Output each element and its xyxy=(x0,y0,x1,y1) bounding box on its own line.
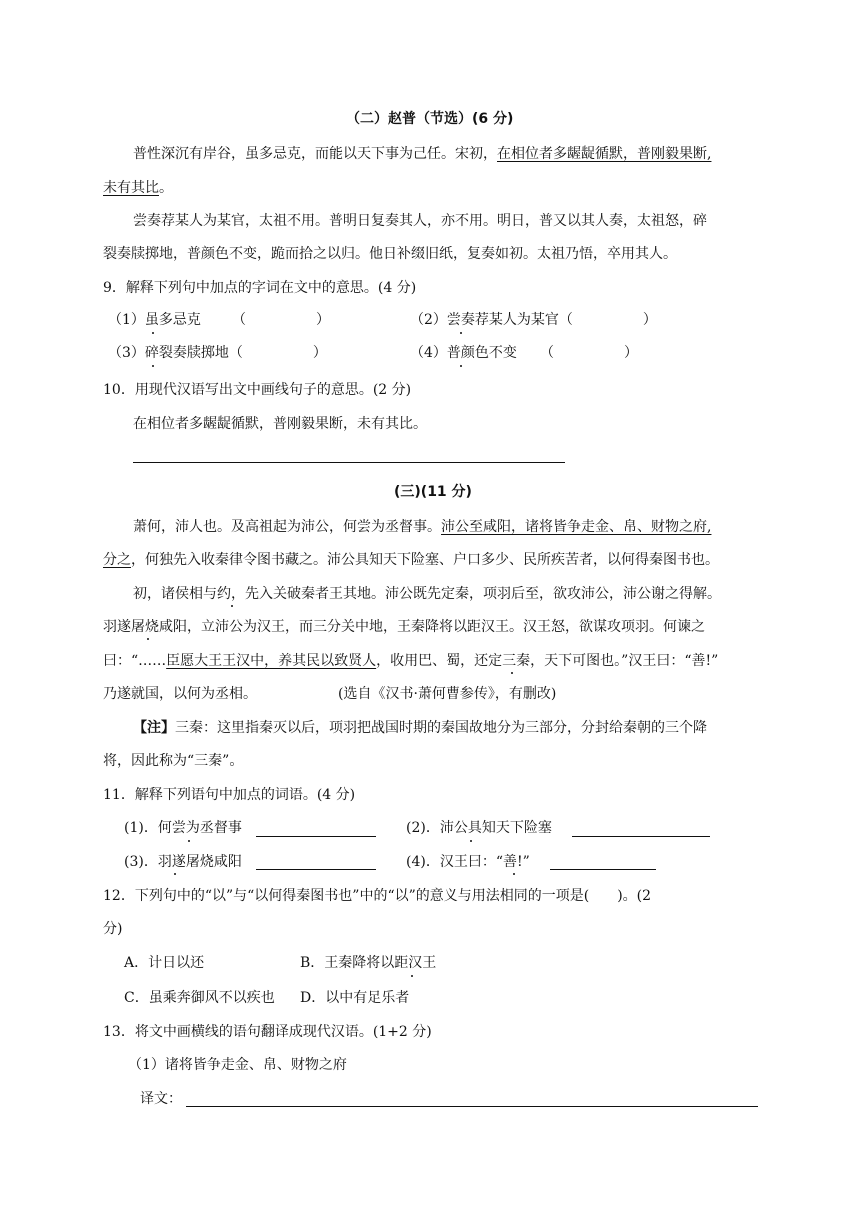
question-9-item-4: （4）普颜色不变 xyxy=(410,345,517,361)
answer-line[interactable] xyxy=(186,1106,758,1107)
question-9-stem: 9．解释下列句中加点的字词在文中的意思。(4 分) xyxy=(103,280,417,296)
passage-2-paragraph-1 xyxy=(133,144,711,164)
option-d[interactable]: D．以中有足乐者 xyxy=(300,990,410,1006)
question-11-item-4: (4)．汉王曰：“善!” xyxy=(406,854,530,870)
passage-text: 曰：“…… xyxy=(103,653,167,669)
option-a[interactable]: A．计日以还 xyxy=(124,955,205,971)
note-label: 【注】 xyxy=(133,720,175,736)
passage-3-paragraph-1-cont xyxy=(103,550,719,570)
option-b[interactable]: B．王秦降将以距汉王 xyxy=(300,955,437,971)
underlined-sentence: 臣愿大王王汉中，养其民以致贤人 xyxy=(166,653,377,669)
emphasis-dot xyxy=(147,638,149,640)
passage-3-paragraph-2: 初，诸侯相与约，先入关破秦者王其地。沛公既先定秦，项羽后至，欲攻沛公，沛公谢之得解。 xyxy=(133,586,721,602)
question-11-item-1: (1)．何尝为丞督事 xyxy=(124,820,242,836)
emphasis-dot xyxy=(188,840,190,842)
question-12-stem-cont: 分) xyxy=(103,921,123,937)
section-3-title: (三)(11 分) xyxy=(394,484,472,500)
question-13-item-1: （1）诸将皆争走金、帛、财物之府 xyxy=(128,1057,347,1073)
answer-label: 译文： xyxy=(140,1091,182,1107)
passage-3-paragraph-1 xyxy=(133,517,711,537)
question-9-item-1-blank[interactable]: （ ） xyxy=(232,312,330,328)
passage-3-paragraph-2-quote xyxy=(103,651,718,671)
question-13-stem: 13．将文中画横线的语句翻译成现代汉语。(1+2 分) xyxy=(103,1024,432,1040)
passage-3-paragraph-2-end: 乃遂就国，以何为丞相。 xyxy=(103,686,257,702)
emphasis-dot xyxy=(470,840,472,842)
emphasis-dot xyxy=(231,605,233,607)
emphasis-dot xyxy=(511,672,513,674)
section-2-title: （二）赵普（节选）(6 分) xyxy=(346,111,514,127)
passage-2-paragraph-2-cont: 裂奏牍掷地，普颜色不变，跪而拾之以归。他日补缀旧纸，复奏如初。太祖乃悟，卒用其人。 xyxy=(103,246,677,262)
note-cont: 将，因此称为“三秦”。 xyxy=(103,753,244,769)
passage-2-paragraph-2: 尝奏荐某人为某官，太祖不用。普明日复奏其人，亦不用。明日，普又以其人奏，太祖怒，碎 xyxy=(133,213,707,229)
answer-line[interactable] xyxy=(133,462,565,463)
passage-text: 普性深沉有岸谷，虽多忌克，而能以天下事为己任。宋初， xyxy=(133,146,497,162)
underlined-sentence: 沛公至咸阳，诸将皆争走金、帛、财物之府, xyxy=(441,519,712,535)
emphasis-dot xyxy=(152,332,154,334)
answer-line[interactable] xyxy=(256,869,376,870)
question-11-stem: 11．解释下列语句中加点的词语。(4 分) xyxy=(103,787,356,803)
passage-text: ，收用巴、蜀，还定三秦，天下可图也。”汉王曰：“善!” xyxy=(376,653,719,669)
underlined-sentence: 在相位者多龌龊循默，普刚毅果断, xyxy=(497,146,712,162)
emphasis-dot xyxy=(460,332,462,334)
note-text: 三秦：这里指秦灭以后，项羽把战国时期的秦国故地分为三部分，分封给秦朝的三个降 xyxy=(175,720,707,736)
question-11-item-3: (3)．羽遂屠烧咸阳 xyxy=(124,854,242,870)
emphasis-dot xyxy=(174,873,176,875)
emphasis-dot xyxy=(152,365,154,367)
question-9-item-1: （1）虽多忌克 xyxy=(108,312,201,328)
passage-text: ，何独先入收秦律令图书藏之。沛公具知天下险塞、户口多少、民所疾苦者，以何得秦图书也。 xyxy=(131,552,719,568)
note xyxy=(133,718,707,738)
answer-line[interactable] xyxy=(572,836,710,837)
passage-source: (选自《汉书·萧何曹参传》，有删改) xyxy=(338,686,557,702)
passage-text: 萧何，沛人也。及高祖起为沛公，何尝为丞督事。 xyxy=(133,519,441,535)
option-c[interactable]: C．虽乘奔御风不以疾也 xyxy=(124,990,275,1006)
question-9-item-2: （2）尝奏荐某人为某官（ ） xyxy=(410,312,657,328)
passage-3-paragraph-2-cont: 羽遂屠烧咸阳，立沛公为汉王，而三分关中地，王秦降将以距汉王。汉王怒，欲谋攻项羽。何谏之 xyxy=(103,619,705,635)
passage-2-paragraph-1-cont xyxy=(103,178,173,198)
question-12-stem: 12．下列句中的“以”与“以何得秦图书也”中的“以”的意义与用法相同的一项是( )。(2 xyxy=(103,888,652,904)
question-11-item-2: (2)．沛公具知天下险塞 xyxy=(406,820,552,836)
underlined-sentence: 分之 xyxy=(103,552,131,568)
emphasis-dot xyxy=(411,975,413,977)
question-10-stem: 10．用现代汉语写出文中画线句子的意思。(2 分) xyxy=(103,382,412,398)
emphasis-dot xyxy=(513,873,515,875)
answer-line[interactable] xyxy=(256,836,376,837)
emphasis-dot xyxy=(460,365,462,367)
question-9-item-3: （3）碎裂奏牍掷地（ ） xyxy=(108,345,327,361)
answer-line[interactable] xyxy=(550,869,656,870)
question-10-sentence: 在相位者多龌龊循默，普刚毅果断，未有其比。 xyxy=(133,416,427,432)
question-9-item-4-blank[interactable]: （ ） xyxy=(540,345,638,361)
passage-text: 。 xyxy=(159,180,173,196)
underlined-sentence: 未有其比 xyxy=(103,180,159,196)
